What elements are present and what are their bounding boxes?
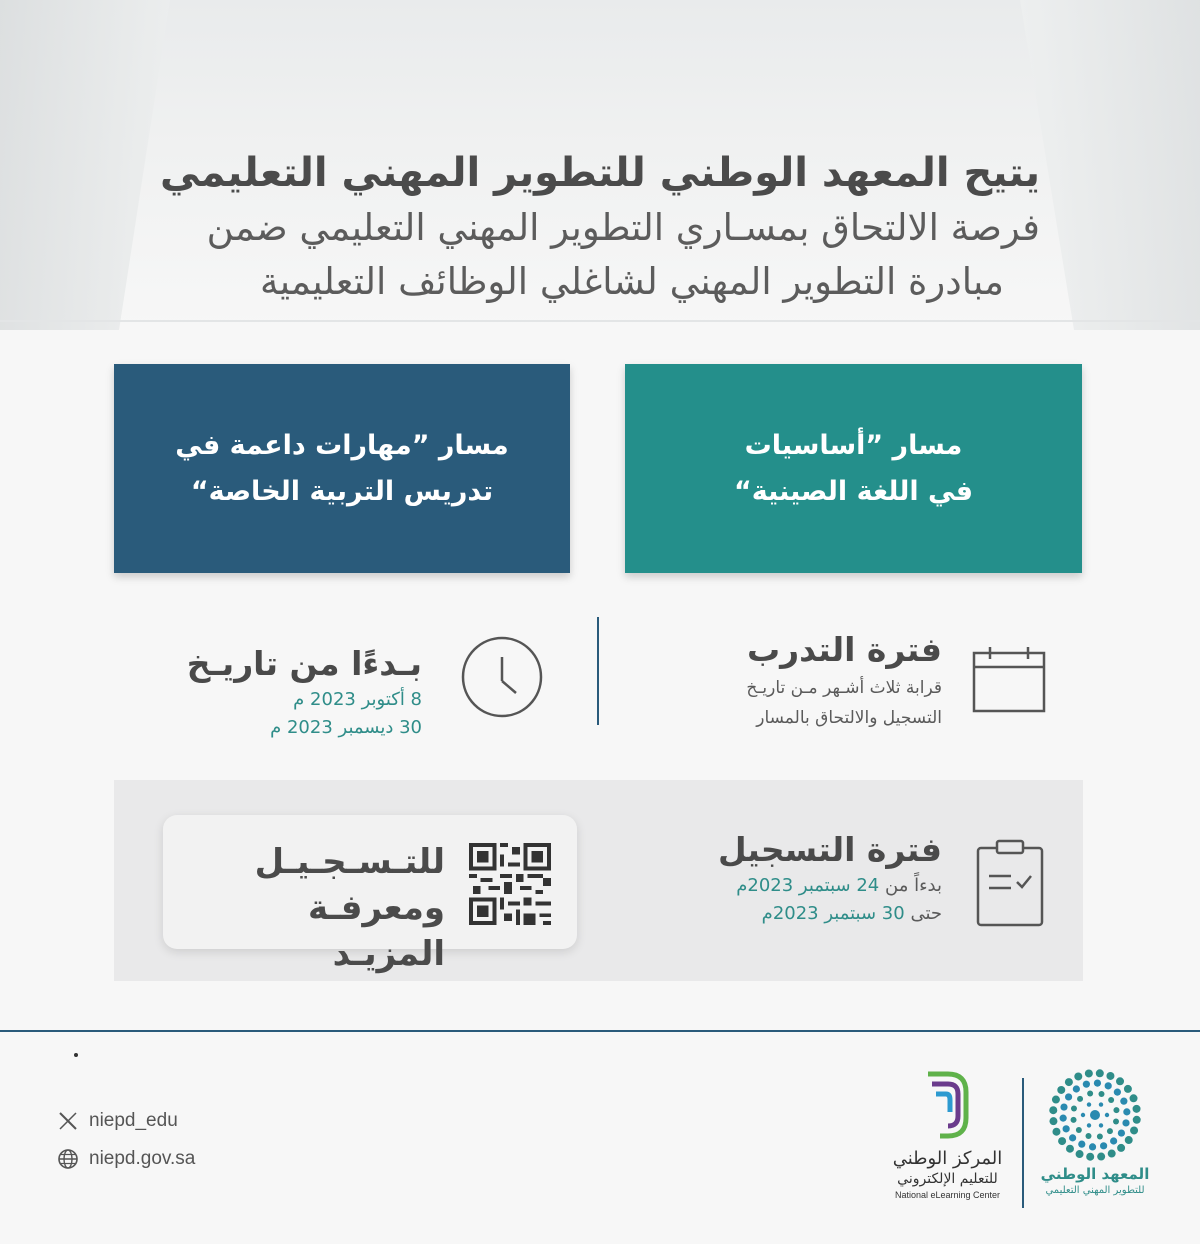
- globe-icon: [57, 1148, 79, 1170]
- track-special-line-1: مسار ”مهارات داعمة في: [175, 429, 509, 461]
- niepd-logo-dot: [1113, 1107, 1119, 1113]
- niepd-logo-dot: [1066, 1145, 1074, 1153]
- niepd-logo-dot: [1071, 1105, 1077, 1111]
- registration-from-prefix: بدءاً من: [885, 875, 942, 896]
- niepd-logo-dot: [1087, 1123, 1091, 1127]
- niepd-logo-dot: [1076, 1127, 1082, 1133]
- niepd-logo-dot: [1110, 1137, 1117, 1144]
- niepd-logo-dot: [1113, 1119, 1119, 1125]
- niepd-logo-dot: [1083, 1081, 1090, 1088]
- website-url: niepd.gov.sa: [89, 1148, 196, 1169]
- niepd-logo-dot: [1052, 1096, 1060, 1104]
- niepd-logo-dot: [1094, 1079, 1101, 1086]
- niepd-name-ar-2: للتطوير المهني التعليمي: [1045, 1185, 1145, 1196]
- training-period: [612, 628, 942, 732]
- registration-title: فترة التسجيل: [717, 830, 942, 869]
- nelc-name-en: National eLearning Center: [894, 1190, 1001, 1200]
- niepd-logo-dot: [1063, 1125, 1070, 1132]
- niepd-logo-dot: [1076, 1150, 1084, 1158]
- track-card-chinese: [625, 364, 1082, 573]
- registration-to-prefix: حتى: [910, 903, 942, 924]
- qr-code-icon[interactable]: [469, 843, 551, 925]
- niepd-logo-dot: [1117, 1144, 1125, 1152]
- niepd-logo-dot: [1124, 1085, 1132, 1093]
- corridor-wall-right: [1020, 0, 1200, 330]
- niepd-logo-dot: [1122, 1119, 1129, 1126]
- x-logo-icon: [57, 1110, 79, 1132]
- niepd-logo-icon: [1045, 1068, 1145, 1162]
- nelc-logo-icon: [926, 1070, 970, 1140]
- niepd-logo-dot: [1096, 1069, 1104, 1077]
- niepd-logo-dot: [1081, 1113, 1085, 1117]
- niepd-logo-dot: [1123, 1108, 1130, 1115]
- niepd-logo-dot: [1069, 1134, 1076, 1141]
- headline-line-3: مبادرة التطوير المهني لشاغلي الوظائف التعليمية: [259, 260, 1004, 303]
- niepd-logo-dot: [1114, 1089, 1121, 1096]
- niepd-logo-dot: [1108, 1097, 1114, 1103]
- niepd-logo-dot: [1085, 1133, 1091, 1139]
- qr-card-line-2: ومعرفـة المزيـد: [307, 888, 445, 974]
- niepd-logo-dot: [1116, 1077, 1124, 1085]
- qr-register-card[interactable]: [163, 815, 577, 974]
- nelc-name-ar-2: للتعليم الإلكتروني: [897, 1171, 998, 1187]
- qr-card-line-1: للتـسـجـيـل: [254, 842, 445, 882]
- start-date-2: 30 ديسمبر 2023 م: [270, 717, 422, 738]
- niepd-logo-dot: [1120, 1098, 1127, 1105]
- niepd-logo-center: [1090, 1110, 1100, 1120]
- footer-divider: [0, 1030, 1200, 1032]
- niepd-logo-dot: [1105, 1113, 1109, 1117]
- niepd-logo-dot: [1071, 1117, 1077, 1123]
- niepd-logo-dot: [1107, 1128, 1113, 1134]
- niepd-logo-dot: [1086, 1153, 1094, 1161]
- niepd-logo-dot: [1085, 1069, 1093, 1077]
- headline-line-2: فرصة الالتحاق بمسـاري التطوير المهني التعليمي ضمن: [206, 206, 1040, 249]
- niepd-logo-dot: [1099, 1091, 1105, 1097]
- track-card-special-education: [114, 364, 570, 573]
- headline: [140, 145, 1040, 309]
- registration-period: [612, 828, 942, 928]
- niepd-logo-dot: [1057, 1086, 1065, 1094]
- niepd-logo-dot: [1065, 1093, 1072, 1100]
- niepd-logo-dot: [1133, 1116, 1141, 1124]
- niepd-logo-dot: [1060, 1115, 1067, 1122]
- registration-to: [612, 900, 942, 928]
- start-date-title: بـدءًا من تاريـخ: [186, 644, 422, 683]
- niepd-logo-dot: [1108, 1150, 1116, 1158]
- niepd-logo-dot: [1089, 1143, 1096, 1150]
- niepd-logo-dot: [1130, 1094, 1138, 1102]
- niepd-logo-dot: [1087, 1091, 1093, 1097]
- niepd-logo-dot: [1105, 1082, 1112, 1089]
- registration-from-date: 24 سبتمبر 2023م: [736, 875, 880, 896]
- training-period-line-1: قرابة ثلاث أشـهر مـن تاريـخ: [746, 678, 942, 698]
- niepd-logo-dot: [1099, 1102, 1103, 1106]
- clock-icon: [460, 635, 544, 719]
- niepd-logo-dot: [1097, 1133, 1103, 1139]
- niepd-logo-block: [1035, 1068, 1155, 1213]
- twitter-handle: niepd_edu: [89, 1110, 178, 1131]
- niepd-logo-dot: [1078, 1141, 1085, 1148]
- nelc-logo-block: [880, 1070, 1015, 1210]
- clipboard-icon: [975, 838, 1045, 928]
- niepd-logo-dot: [1052, 1128, 1060, 1136]
- niepd-logo-dot: [1049, 1106, 1057, 1114]
- niepd-logo-dot: [1130, 1126, 1138, 1134]
- niepd-logo-dot: [1100, 1142, 1107, 1149]
- calendar-icon: [972, 645, 1046, 713]
- niepd-logo-dot: [1058, 1137, 1066, 1145]
- track-special-line-2: تدريس التربية الخاصة“: [190, 475, 494, 507]
- footer-dot: [74, 1053, 78, 1057]
- info-divider: [597, 617, 599, 725]
- niepd-logo-dot: [1065, 1078, 1073, 1086]
- niepd-logo-dot: [1097, 1153, 1105, 1161]
- start-date-block: [160, 642, 422, 742]
- niepd-logo-dot: [1118, 1129, 1125, 1136]
- nelc-name-ar-1: المركز الوطني: [892, 1148, 1003, 1169]
- track-chinese-line-1: مسار ”أساسيات: [744, 429, 963, 461]
- niepd-logo-dot: [1077, 1096, 1083, 1102]
- twitter-link[interactable]: [57, 1110, 178, 1132]
- website-link[interactable]: [57, 1148, 195, 1170]
- footer-logo-separator: [1022, 1078, 1024, 1208]
- registration-to-date: 30 سبتمبر 2023م: [761, 903, 905, 924]
- niepd-name-ar-1: المعهد الوطني: [1040, 1165, 1150, 1183]
- niepd-logo-dot: [1060, 1103, 1067, 1110]
- track-chinese-line-2: في اللغة الصينية“: [734, 475, 974, 507]
- training-period-line-2: التسجيل والالتحاق بالمسار: [756, 708, 942, 728]
- niepd-logo-dot: [1099, 1123, 1103, 1127]
- niepd-logo-dot: [1087, 1102, 1091, 1106]
- training-period-title: فترة التدرب: [747, 630, 942, 669]
- niepd-logo-dot: [1074, 1072, 1082, 1080]
- niepd-logo-dot: [1073, 1085, 1080, 1092]
- niepd-logo-dot: [1106, 1072, 1114, 1080]
- headline-line-1: يتيح المعهد الوطني للتطوير المهني التعليمي: [160, 150, 1040, 196]
- registration-from: [612, 872, 942, 900]
- qr-card-text: [185, 839, 445, 977]
- niepd-logo-dot: [1125, 1136, 1133, 1144]
- niepd-logo-dot: [1133, 1105, 1141, 1113]
- niepd-logo-dot: [1049, 1117, 1057, 1125]
- start-date-1: 8 أكتوبر 2023 م: [293, 689, 422, 710]
- hero-bottom-line: [0, 320, 1200, 322]
